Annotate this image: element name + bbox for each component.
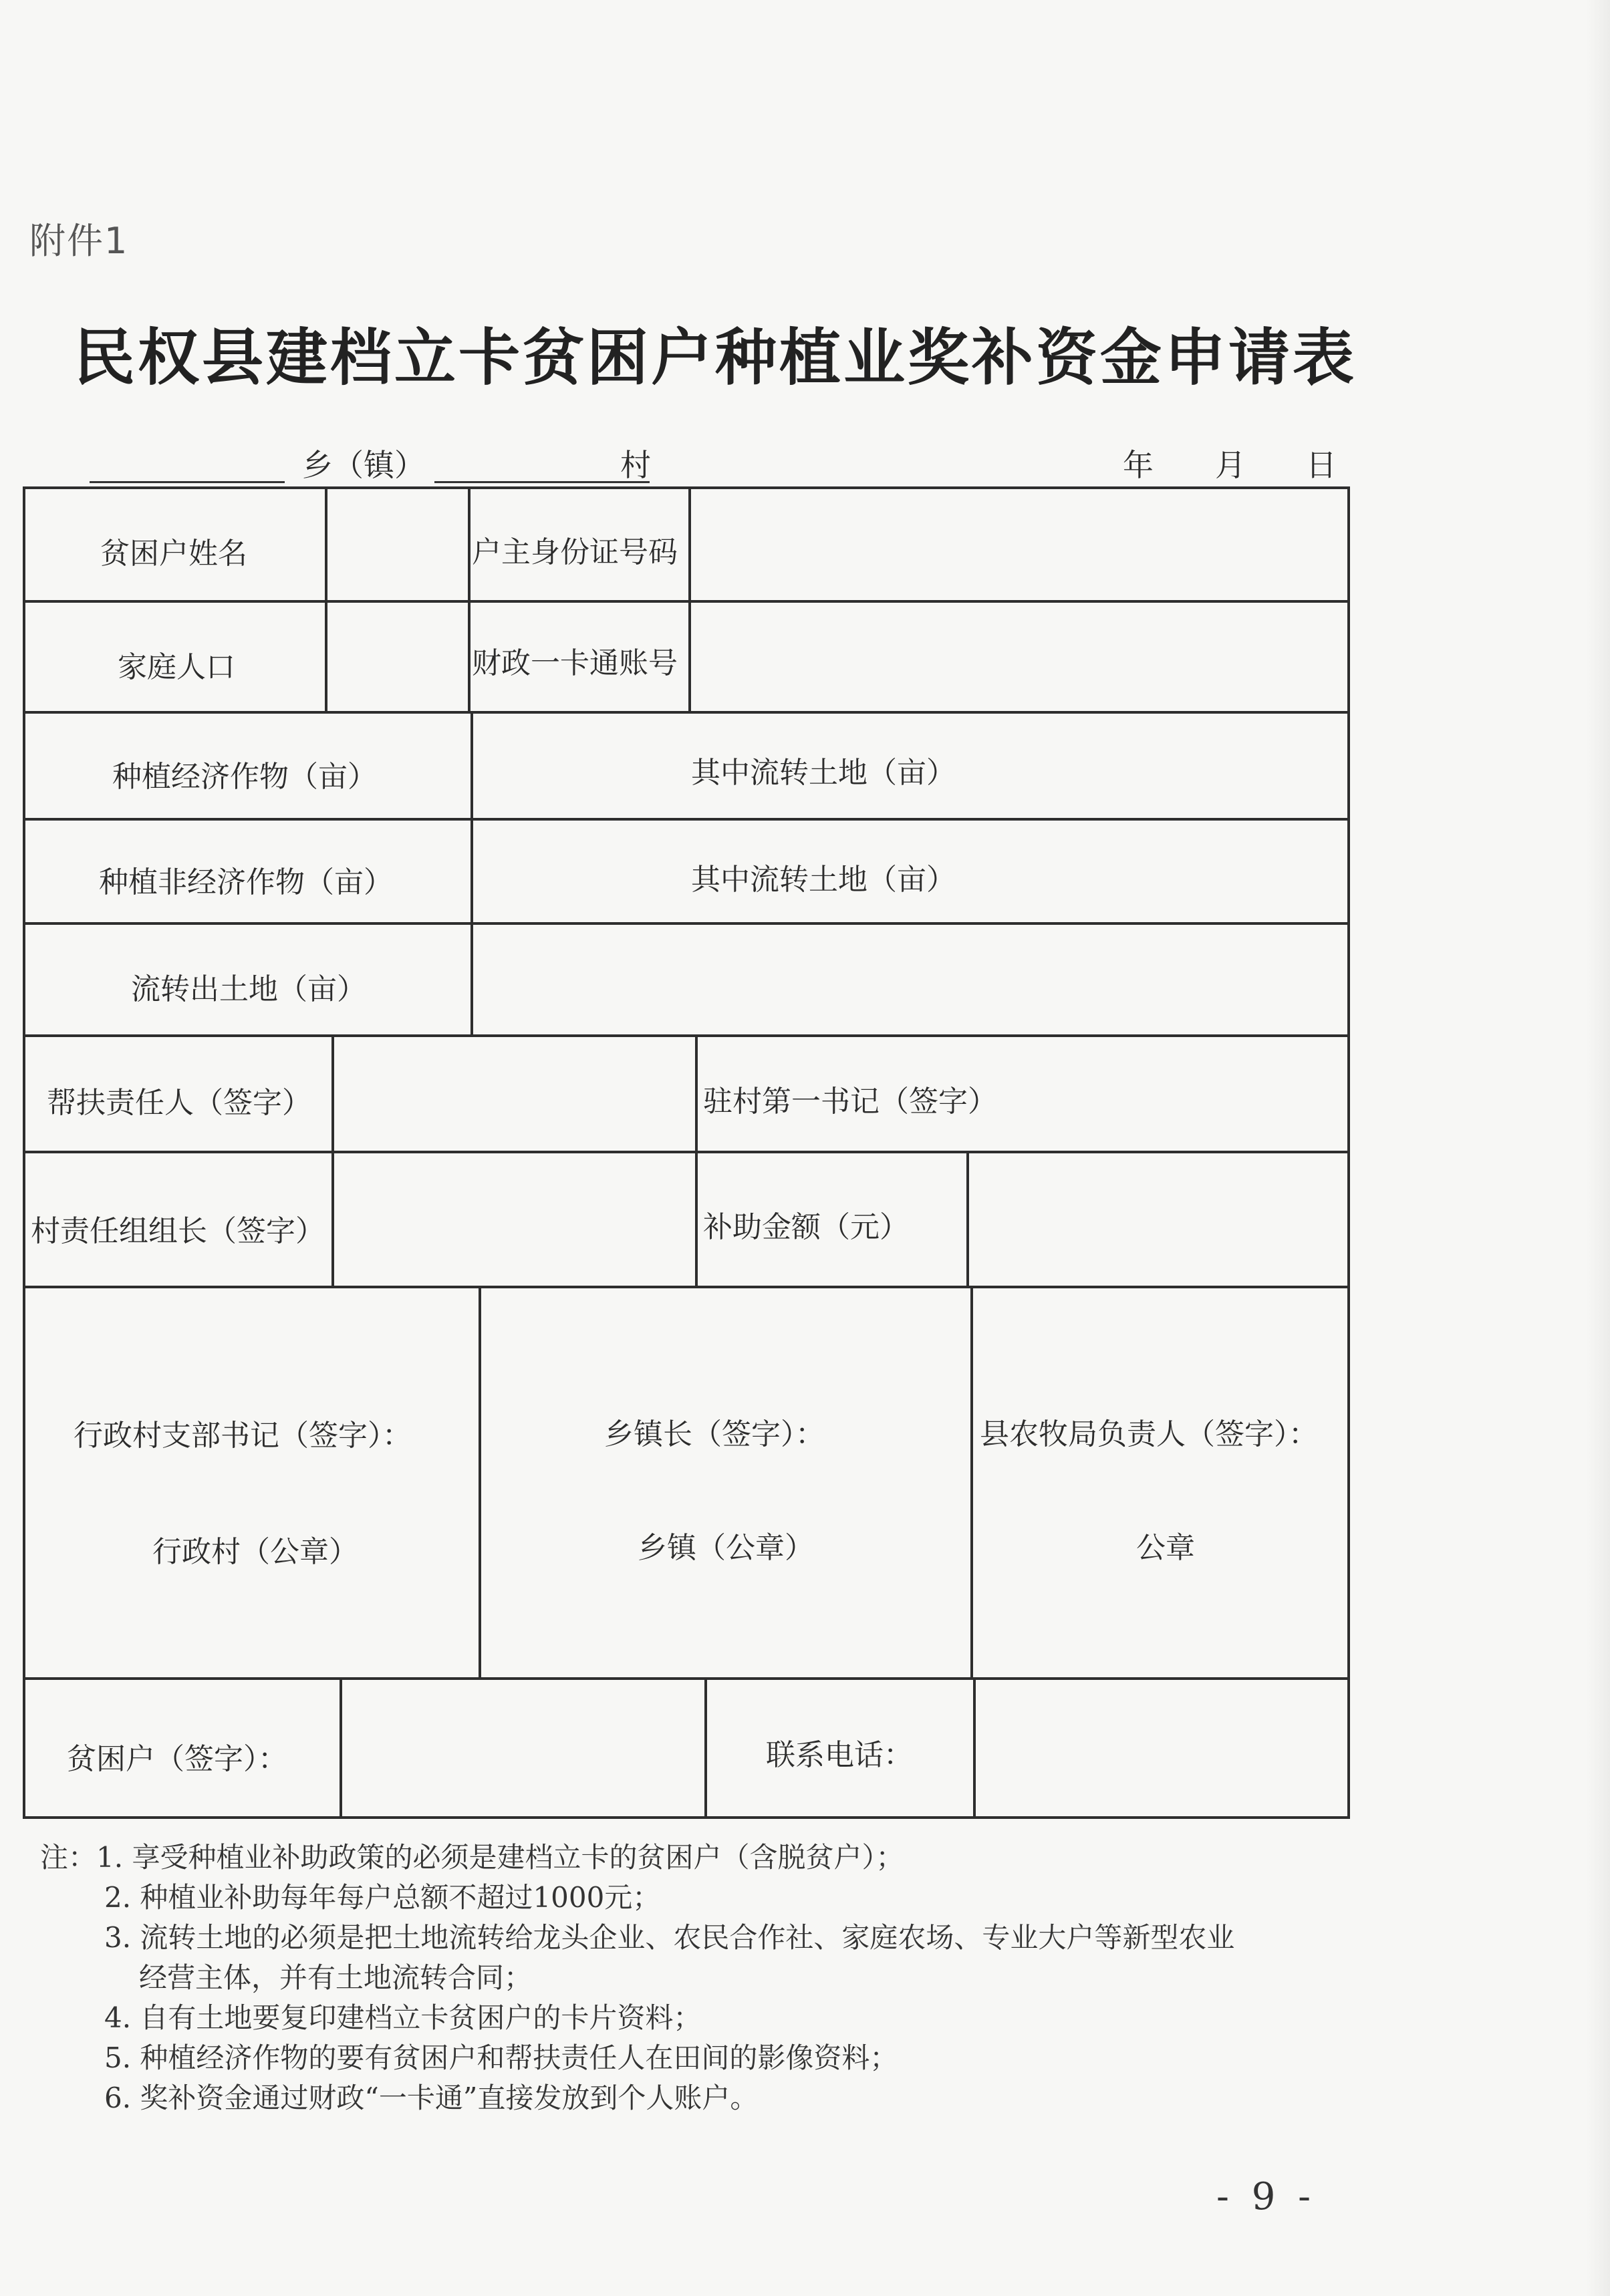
bank-account-field[interactable] (691, 603, 1346, 710)
table-rule (23, 711, 1350, 714)
subsidy-amount-field[interactable] (969, 1153, 1346, 1284)
village-blank[interactable] (434, 449, 650, 483)
cash-crops-transferred-label: 其中流转土地（亩） (691, 756, 956, 790)
land-transferred-out-field[interactable] (473, 925, 1346, 1033)
id-number-field[interactable] (691, 489, 1346, 599)
noncash-crops-label: 种植非经济作物（亩） (99, 865, 393, 899)
village-secretary-label: 行政村支部书记（签字）： (74, 1419, 412, 1453)
note-item: 4. 自有土地要复印建档立卡贫困户的卡片资料； (104, 2001, 702, 2034)
year-label: 年 (1123, 447, 1154, 483)
notes-section (40, 1838, 1234, 2118)
form-title: 民权县建档立卡贫困户种植业奖补资金申请表 (74, 322, 1357, 394)
day-label: 日 (1306, 447, 1337, 483)
table-column-rule (479, 1286, 481, 1680)
team-leader-signature-field[interactable] (334, 1153, 692, 1284)
id-number-label: 户主身份证号码 (472, 535, 678, 569)
helper-signature-field[interactable] (334, 1037, 692, 1149)
scan-edge-shadow (1586, 0, 1610, 2296)
phone-field[interactable] (976, 1680, 1346, 1815)
note-item: 6. 奖补资金通过财政“一卡通”直接发放到个人账户。 (104, 2082, 759, 2114)
note-item: 注：1. 享受种植业补助政策的必须是建档立卡的贫困户（含脱贫户）； (40, 1841, 904, 1874)
table-column-rule (468, 486, 471, 714)
table-border-left (23, 486, 25, 1819)
table-column-rule (970, 1286, 973, 1680)
household-name-label: 贫困户姓名 (100, 537, 247, 571)
noncash-crops-transferred-label: 其中流转土地（亩） (691, 863, 956, 897)
table-column-rule (695, 1034, 698, 1288)
note-item: 3. 流转土地的必须是把土地流转给龙头企业、农民合作社、家庭农场、专业大户等新型农业 (104, 1921, 1235, 1954)
table-border-right (1347, 486, 1350, 1819)
table-border-bottom (23, 1816, 1350, 1819)
bank-account-label: 财政一卡通账号 (472, 646, 678, 680)
town-head-label: 乡镇长（签字）： (604, 1417, 825, 1451)
cash-crops-label: 种植经济作物（亩） (112, 760, 377, 794)
note-item: 2. 种植业补助每年每户总额不超过1000元； (104, 1881, 661, 1914)
table-rule (23, 818, 1350, 821)
bureau-head-label: 县农牧局负责人（签字）： (980, 1417, 1318, 1451)
village-label: 村 (620, 447, 651, 483)
household-name-field[interactable] (327, 489, 465, 599)
subsidy-amount-label: 补助金额（元） (703, 1210, 909, 1244)
phone-label: 联系电话： (766, 1738, 913, 1772)
page-number: - 9 - (1216, 2175, 1317, 2218)
helper-label: 帮扶责任人（签字） (47, 1086, 311, 1120)
land-transferred-out-label: 流转出土地（亩） (131, 972, 366, 1006)
table-rule (23, 1286, 1350, 1288)
township-blank[interactable] (90, 449, 285, 483)
bureau-seal-label: 公章 (1136, 1531, 1195, 1565)
township-label: 乡（镇） (302, 447, 425, 483)
household-signature-field[interactable] (342, 1680, 702, 1815)
family-size-label: 家庭人口 (118, 650, 235, 684)
month-label: 月 (1215, 447, 1246, 483)
village-seal-label: 行政村（公章） (152, 1535, 358, 1569)
table-column-rule (704, 1677, 707, 1819)
household-signature-label: 贫困户（签字）： (67, 1742, 287, 1776)
note-item: 5. 种植经济作物的要有贫困户和帮扶责任人在田间的影像资料； (104, 2041, 898, 2074)
note-item: 经营主体，并有土地流转合同； (139, 1961, 533, 1994)
attachment-label: 附件1 (29, 220, 129, 262)
town-seal-label: 乡镇（公章） (638, 1531, 814, 1565)
notes-prefix: 注： (40, 1841, 97, 1874)
family-size-field[interactable] (327, 603, 465, 710)
first-secretary-label: 驻村第一书记（签字） (703, 1085, 997, 1119)
team-leader-label: 村责任组组长（签字） (31, 1214, 325, 1248)
